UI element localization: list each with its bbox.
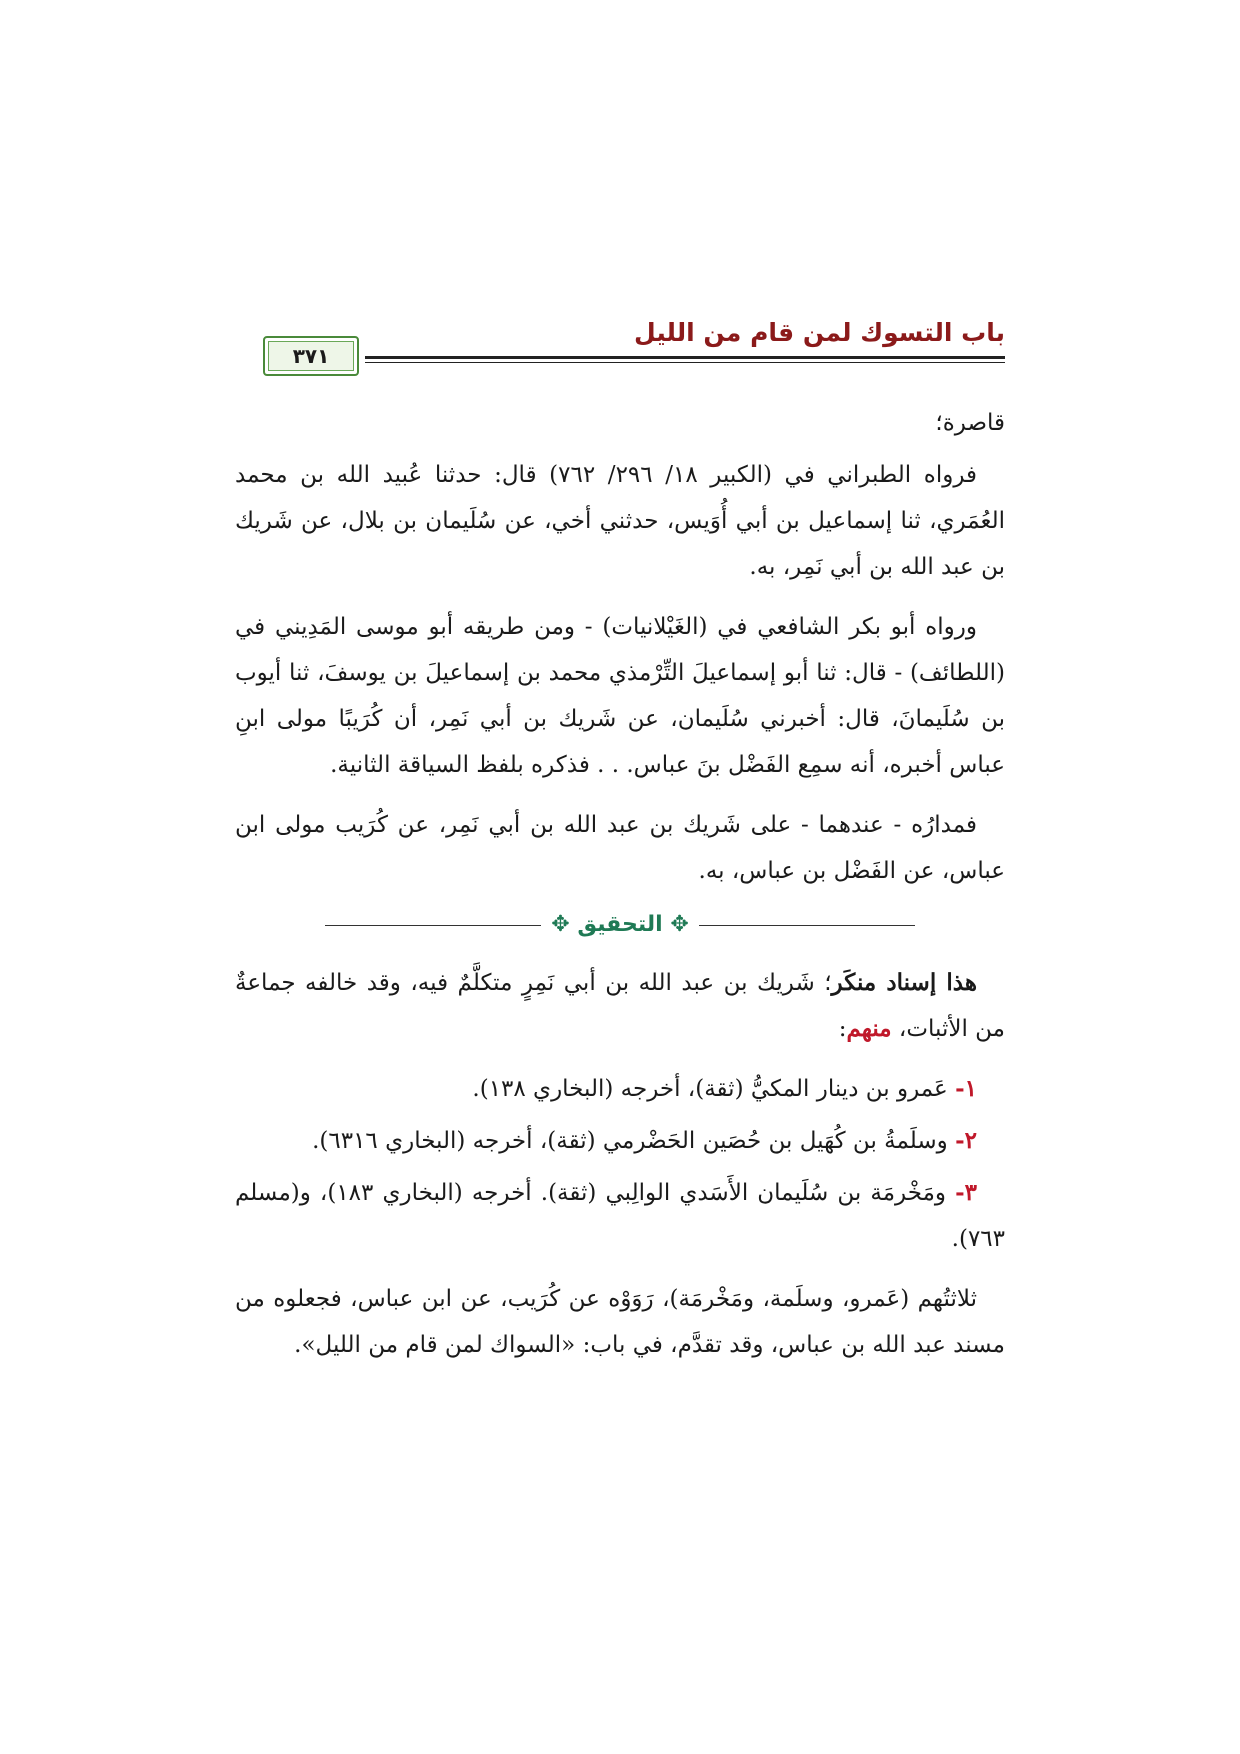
flourish-icon: ✥ [670, 912, 689, 937]
list-item: ٢- وسلَمةُ بن كُهَيل بن حُصَين الحَضْرمي (ثقة)، أخرجه (البخاري ٦٣١٦). [312, 1127, 977, 1154]
paragraph-continuation: قاصرة؛ [935, 410, 1005, 436]
paragraph-shafii: ورواه أبو بكر الشافعي في (الغَيْلانيات) - ومن طريقه أبو موسى المَدِيني في (اللطائف) - قال: ثنا أبو إسماعيلَ التِّرْمذي محمد بن إسماعيلَ بن يوسفَ، ثنا أيوب بن سُلَيمانَ، قال: أخبرني سُلَيمان، عن شَريك بن أبي نَمِر، أن كُرَيبًا مولى ابنِ عباس أخبره، أنه سمِع الفَضْل بنَ عباس. . . فذكره بلفظ السياقة الثانية. [235, 614, 1005, 778]
flourish-icon: ✥ [551, 912, 570, 937]
paragraph-conclusion: ثلاثتُهم (عَمرو، وسلَمة، ومَخْرمَة)، رَوَوْه عن كُرَيب، عن ابن عباس، فجعلوه من مسند عبد الله بن عباس، وقد تقدَّم، في باب: «السواك لمن قام من الليل». [235, 1286, 1005, 1358]
section-divider [235, 908, 1005, 942]
verdict-text: ؛ شَريك بن عبد الله بن أبي نَمِرٍ متكلَّمٌ فيه، وقد خالفه جماعةٌ من الأثبات، [235, 970, 1005, 1042]
paragraph-tabarani: فرواه الطبراني في (الكبير ١٨/ ٢٩٦/ ٧٦٢) قال: حدثنا عُبيد الله بن محمد العُمَري، ثنا إسماعيل بن أبي أُوَيس، حدثني أخي، عن سُلَيمان بن بلال، عن شَريك بن عبد الله بن أبي نَمِر، به. [235, 462, 1005, 580]
list-item: ١- عَمرو بن دينار المكيُّ (ثقة)، أخرجه (البخاري ١٣٨). [472, 1075, 977, 1102]
header-rule-left [983, 356, 1005, 359]
page-header [235, 318, 1005, 378]
page-body [235, 400, 1005, 1382]
page-number-badge: ٣٧١ [263, 336, 359, 376]
verdict-lead: هذا إسناد منكَر [831, 969, 977, 996]
header-rule-thin [365, 362, 1005, 363]
paragraph-madar: فمدارُه - عندهما - على شَريك بن عبد الله بن أبي نَمِر، عن كُرَيب مولى ابن عباس، عن الفَضْل بن عباس، به. [235, 812, 1005, 884]
paragraph-verdict: هذا إسناد منكَر؛ شَريك بن عبد الله بن أبي نَمِرٍ متكلَّمٌ فيه، وقد خالفه جماعةٌ من الأثبات، منهم: [235, 969, 1005, 1042]
chapter-title: باب التسوك لمن قام من الليل [634, 318, 1005, 347]
verdict-keyword: منهم [846, 1015, 892, 1042]
header-rule-left-thin [983, 362, 1005, 363]
list-item: ٣- ومَخْرمَة بن سُلَيمان الأَسَدي الوالِبي (ثقة). أخرجه (البخاري ١٨٣)، و(مسلم ٧٦٣). [235, 1179, 1005, 1252]
header-rule [365, 356, 1005, 359]
section-title: ✥ التحقيق ✥ [541, 908, 699, 942]
